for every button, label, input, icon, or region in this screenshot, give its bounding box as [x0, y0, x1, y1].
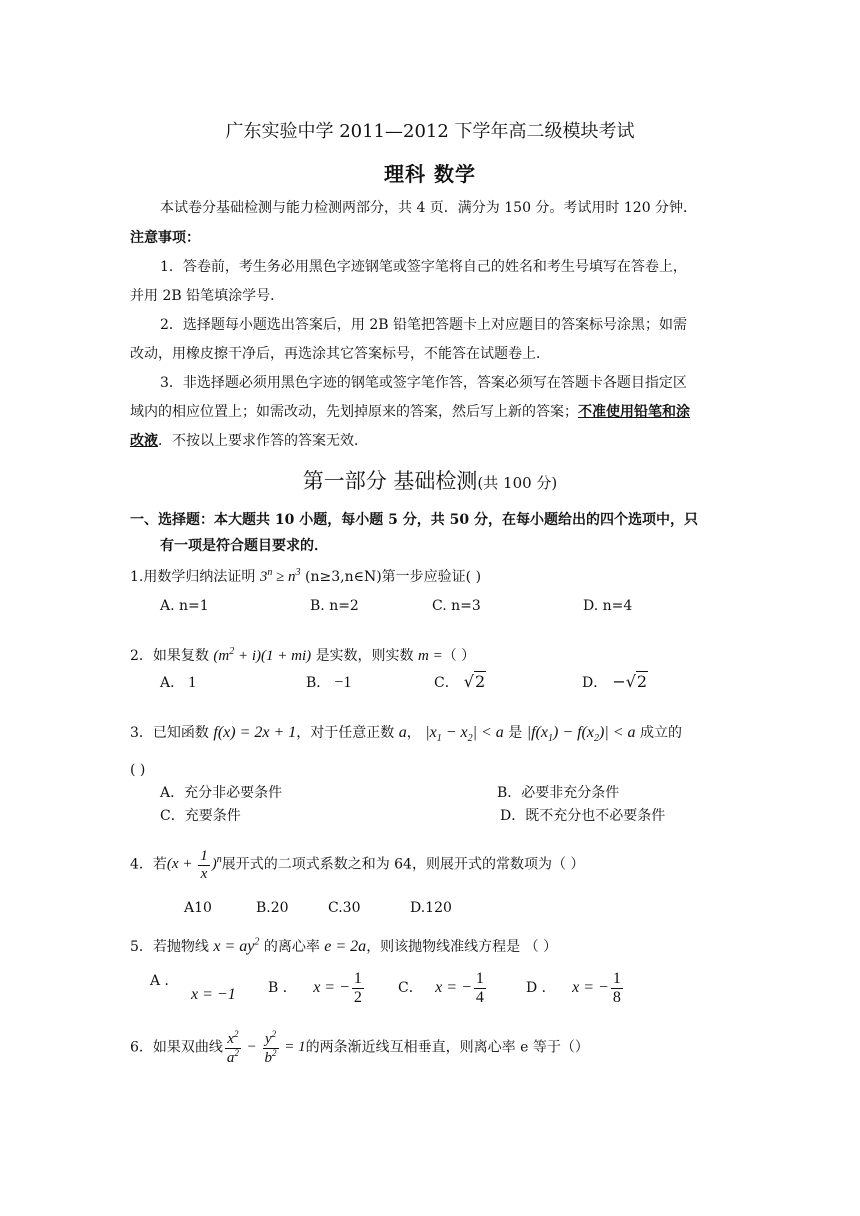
q4-stem	[130, 848, 584, 882]
q3-function: f(x) = 2x + 1	[213, 724, 297, 741]
q3-condition-2: $|f(x_1) - f(x_2)| < a$	[526, 724, 636, 745]
intro-text: 本试卷分基础检测与能力检测两部分，共 4 页．满分为 150 分。考试用时 120 分钟．	[160, 200, 698, 216]
exam-subtitle: 理科 数学	[384, 162, 476, 186]
q2-option-c-label: C．	[434, 675, 459, 691]
notice-item3-line2-text: 域内的相应位置上；如需改动，先划掉原来的答案，然后写上新的答案；	[130, 404, 578, 420]
q5-option-d-label: D ．	[526, 979, 556, 996]
q3-var-a: a	[398, 724, 407, 741]
notice-item1-line2: 并用 2B 铅笔填涂学号．	[130, 288, 285, 304]
q2-option-b-label: B．	[306, 675, 331, 691]
q3-option-c: C．充要条件	[160, 808, 241, 824]
exam-title: 广东实验中学 2011—2012 下学年高二级模块考试	[225, 121, 635, 142]
q4-option-d: D.120	[410, 900, 452, 916]
q1-option-d: D. n=4	[583, 598, 633, 614]
q3-option-b: B．必要非充分条件	[497, 785, 620, 801]
notice-item3-emphasis-cont: 改液	[130, 433, 158, 449]
q3-stem: 3．已知函数 f(x) = 2x + 1，对于任意正数 a， $|x_1 - x_2| < a$ 是 $|f(x_1) - f(x_2)| < a$ 成立的	[130, 724, 682, 745]
q2-option-b: B． −1	[306, 674, 352, 691]
q3-option-d: D．既不充分也不必要条件	[500, 808, 666, 824]
q3-option-a: A．充分非必要条件	[160, 785, 283, 801]
q2-variable: m =	[418, 648, 443, 664]
q2-option-a: A． 1	[160, 674, 197, 691]
q5-stem	[130, 936, 557, 956]
q6-stem-prefix: 6．如果双曲线	[130, 1039, 223, 1056]
q5-option-c: C． x = − $\frac{1}{4}$	[398, 970, 484, 1006]
section-title: 第一部分 基础检测	[302, 469, 478, 493]
q1-option-b: B. n=2	[310, 598, 359, 614]
q6-stem	[130, 1030, 589, 1066]
q6-hyperbola: $\frac{x^2}{a^2}$ − $\frac{y^2}{b^2}$ = 1	[226, 1029, 306, 1066]
q2-paren: （ ）	[442, 648, 476, 664]
q5-option-b: B ． x = − $\frac{1}{2}$	[268, 970, 362, 1006]
q2-option-c: C． √2	[434, 672, 486, 691]
q5-option-d: D ． x = − $\frac{1}{8}$	[526, 970, 621, 1006]
notice-item3-line3-text: ．不按以上要求作答的答案无效．	[158, 433, 368, 449]
notice-item3-line1: 3．非选择题必须用黑色字迹的钢笔或签字笔作答，答案必须写在答题卡各题目指定区	[160, 375, 687, 391]
q5-option-b-label: B ．	[268, 979, 297, 996]
q2-stem-mid: 是实数，则实数	[315, 648, 414, 664]
q4-formula: (x + $\frac{1}{x}$ )$^n$	[166, 848, 222, 882]
q1-stem-suffix: (n≥3,n∈N)第一步应验证( )	[305, 569, 482, 585]
q6-stem-suffix: 的两条渐近线互相垂直，则离心率 e 等于（）	[305, 1039, 589, 1056]
part1-line2: 有一项是符合题目要求的．	[160, 538, 328, 554]
q4-option-b: B.20	[256, 900, 289, 916]
q1-option-c: C. n=3	[432, 598, 481, 614]
q2-stem-prefix: 2．如果复数	[130, 648, 209, 664]
notice-item1-line1: 1．答卷前，考生务必用黑色字迹钢笔或签字笔将自己的姓名和考生号填写在答卷上，	[160, 259, 687, 275]
q4-stem-prefix: 4．若	[130, 856, 167, 873]
q3-paren: ( )	[130, 762, 146, 778]
q3-stem-suffix: 成立的	[639, 725, 682, 741]
section-heading	[0, 465, 860, 495]
q3-stem-prefix: 3．已知函数	[130, 725, 209, 741]
q3-condition-1: $|x_1 - x_2| < a$	[425, 724, 504, 745]
notice-item3-emphasis: 不准使用铅笔和涂	[578, 404, 690, 420]
q5-stem-mid: 的离心率	[263, 939, 320, 955]
q5-option-a-label: A ．	[150, 973, 179, 989]
q5-stem-suffix: ，则该抛物线准线方程是 （ ）	[366, 939, 558, 955]
section-score: (共 100 分)	[477, 474, 558, 492]
q5-option-a: A ． x = −1	[150, 973, 236, 1003]
q1-option-a: A. n=1	[160, 598, 209, 614]
notice-item3-line2	[130, 401, 690, 421]
notice-item2-line2: 改动，用橡皮擦干净后，再选涂其它答案标号，不能答在试题卷上．	[130, 346, 550, 362]
q1-formula: $3^n \ge n^3$	[259, 567, 301, 585]
q2-option-d-label: D．	[582, 675, 608, 691]
q2-option-d: D． −√2	[582, 672, 648, 691]
q1-stem-prefix: 1.用数学归纳法证明	[130, 569, 256, 585]
q5-parabola: $x = ay^2$	[213, 936, 260, 955]
part1-line1: 一、选择题：本大题共 10 小题，每小题 5 分，共 50 分，在每小题给出的四个选项中，只	[130, 512, 698, 528]
q3-stem-mid: ，对于任意正数	[296, 725, 395, 741]
q2-stem	[130, 645, 475, 665]
q4-stem-suffix: 展开式的二项式系数之和为 64，则展开式的常数项为（ ）	[221, 856, 585, 873]
notice-item3-line3	[130, 430, 368, 450]
q5-option-c-label: C．	[398, 979, 423, 996]
q5-eccentricity: e = 2a	[324, 938, 367, 955]
notice-item2-line1: 2．选择题每小题选出答案后，用 2B 铅笔把答题卡上对应题目的答案标号涂黑；如需	[160, 317, 688, 333]
q1-stem	[130, 566, 481, 586]
notice-label: 注意事项：	[130, 230, 200, 246]
q4-option-c: C.30	[328, 900, 361, 916]
q4-option-a: A10	[184, 900, 212, 916]
q2-formula: $(m^2 + i)(1 + mi)$	[213, 646, 312, 664]
q2-option-a-label: A．	[160, 675, 185, 691]
q3-stem-is: 是	[508, 725, 523, 741]
q5-stem-prefix: 5．若抛物线	[130, 939, 209, 955]
